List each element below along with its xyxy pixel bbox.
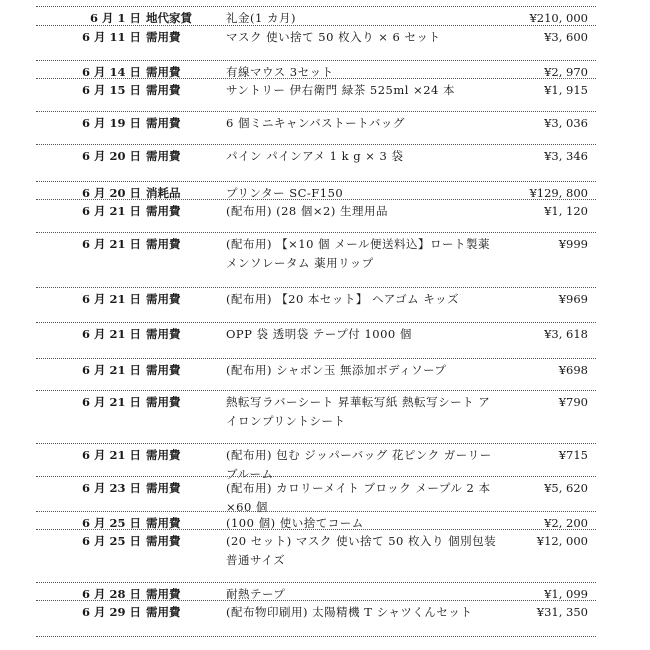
row-description: 耐熱テープ — [226, 587, 286, 601]
row-date: 6 月 1 日 — [89, 11, 141, 25]
row-amount: ¥31, 350 — [536, 605, 588, 619]
row-amount: ¥3, 346 — [544, 149, 588, 163]
row-date: 6 月 25 日 — [81, 516, 141, 530]
row-category: 需用費 — [146, 516, 181, 530]
row-amount: ¥210, 000 — [529, 11, 588, 25]
table-row — [36, 358, 596, 390]
row-category: 需用費 — [146, 149, 181, 163]
table-row — [36, 600, 596, 637]
table-row — [36, 390, 596, 443]
row-date: 6 月 21 日 — [81, 204, 141, 218]
row-category: 需用費 — [146, 65, 181, 79]
row-description: (100 個) 使い捨てコーム — [226, 516, 364, 530]
row-date: 6 月 21 日 — [81, 448, 141, 462]
row-category: 地代家賃 — [146, 11, 192, 25]
row-amount: ¥2, 200 — [544, 516, 588, 530]
row-date: 6 月 20 日 — [81, 149, 141, 163]
row-category: 需用費 — [146, 534, 181, 548]
row-description: (配布用) 【20 本セット】 ヘアゴム キッズ — [226, 292, 460, 306]
row-category: 需用費 — [146, 587, 181, 601]
table-row — [36, 287, 596, 322]
row-amount: ¥790 — [558, 395, 588, 409]
row-category: 需用費 — [146, 30, 181, 44]
row-description: 熱転写ラバーシート 昇華転写紙 熱転写シート アイロンプリントシート — [226, 395, 491, 428]
row-description: (配布用) (28 個×2) 生理用品 — [226, 204, 388, 218]
row-category: 需用費 — [146, 395, 181, 409]
row-description: サントリー 伊右衛門 緑茶 525ml ×24 本 — [226, 83, 456, 97]
table-row — [36, 111, 596, 144]
row-description: OPP 袋 透明袋 テープ付 1000 個 — [226, 327, 412, 341]
row-description: マスク 使い捨て 50 枚入り × 6 セット — [226, 30, 441, 44]
row-category: 需用費 — [146, 292, 181, 306]
row-amount: ¥5, 620 — [544, 481, 588, 495]
table-row — [36, 582, 596, 600]
row-date: 6 月 15 日 — [81, 83, 141, 97]
table-row — [36, 25, 596, 60]
row-category: 需用費 — [146, 327, 181, 341]
row-description: (配布物印刷用) 太陽精機 T シャツくんセット — [226, 605, 473, 619]
row-amount: ¥3, 618 — [544, 327, 588, 341]
row-date: 6 月 19 日 — [81, 116, 141, 130]
row-date: 6 月 28 日 — [81, 587, 141, 601]
row-category: 消耗品 — [146, 186, 181, 200]
row-category: 需用費 — [146, 363, 181, 377]
row-date: 6 月 21 日 — [81, 237, 141, 251]
row-amount: ¥698 — [558, 363, 588, 377]
table-row — [36, 60, 596, 78]
row-amount: ¥999 — [558, 237, 588, 251]
row-amount: ¥3, 600 — [544, 30, 588, 44]
row-date: 6 月 11 日 — [81, 30, 141, 44]
row-description: プリンター SC-F150 — [226, 186, 344, 200]
row-amount: ¥1, 915 — [544, 83, 588, 97]
row-description: (配布用) シャボン玉 無添加ボディソープ — [226, 363, 447, 377]
row-description: (20 セット) マスク 使い捨て 50 枚入り 個別包装 普通サイズ — [226, 534, 497, 567]
table-row — [36, 199, 596, 232]
table-row — [36, 322, 596, 358]
row-category: 需用費 — [146, 237, 181, 251]
table-row — [36, 529, 596, 582]
row-amount: ¥1, 099 — [544, 587, 588, 601]
table-row — [36, 443, 596, 481]
row-description: パイン パインアメ 1 k g × 3 袋 — [226, 149, 404, 163]
row-description: (配布用) 包む ジッパーバッグ 花ピンク ガーリーブルーム — [226, 448, 492, 481]
row-category: 需用費 — [146, 448, 181, 462]
table-row — [36, 6, 596, 25]
row-category: 需用費 — [146, 204, 181, 218]
row-description: 礼金(1 カ月) — [226, 11, 296, 25]
table-row — [36, 511, 596, 529]
row-description: (配布用) カロリーメイト ブロック メープル 2 本×60 個 — [226, 481, 491, 514]
row-date: 6 月 14 日 — [81, 65, 141, 79]
row-amount: ¥12, 000 — [536, 534, 588, 548]
row-amount: ¥969 — [558, 292, 588, 306]
row-description: (配布用) 【×10 個 メール便送料込】ロート製薬 メンソレータム 薬用リップ — [226, 237, 490, 270]
row-date: 6 月 21 日 — [81, 292, 141, 306]
row-date: 6 月 21 日 — [81, 327, 141, 341]
row-amount: ¥2, 970 — [544, 65, 588, 79]
row-amount: ¥1, 120 — [544, 204, 588, 218]
row-date: 6 月 20 日 — [81, 186, 141, 200]
row-category: 需用費 — [146, 83, 181, 97]
table-row — [36, 144, 596, 181]
row-date: 6 月 21 日 — [81, 395, 141, 409]
row-date: 6 月 23 日 — [81, 481, 141, 495]
row-date: 6 月 21 日 — [81, 363, 141, 377]
table-row — [36, 476, 596, 514]
table-row — [36, 181, 596, 199]
row-category: 需用費 — [146, 116, 181, 130]
row-description: 6 個ミニキャンバストートバッグ — [226, 116, 405, 130]
table-row — [36, 78, 596, 111]
expense-ledger — [36, 6, 596, 637]
row-date: 6 月 25 日 — [81, 534, 141, 548]
row-date: 6 月 29 日 — [81, 605, 141, 619]
row-amount: ¥129, 800 — [529, 186, 588, 200]
row-amount: ¥715 — [558, 448, 588, 462]
row-amount: ¥3, 036 — [544, 116, 588, 130]
row-category: 需用費 — [146, 605, 181, 619]
row-category: 需用費 — [146, 481, 181, 495]
row-description: 有線マウス 3セット — [226, 65, 334, 79]
table-row — [36, 232, 596, 287]
